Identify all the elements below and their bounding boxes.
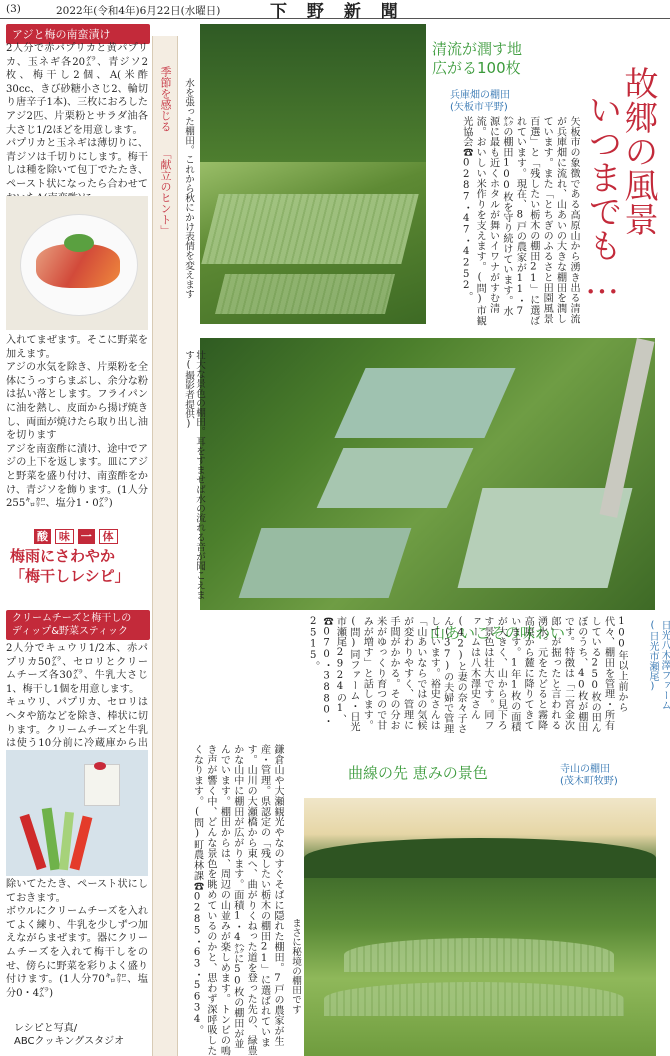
- recipe2-photo: [6, 750, 148, 876]
- terayama-photo: [304, 798, 656, 1056]
- badge-char: 味: [55, 529, 74, 544]
- paddy-terrace: [201, 194, 418, 264]
- recipe1-steps: [6, 334, 148, 511]
- recipe2-title: [6, 610, 150, 640]
- series-label: [157, 66, 173, 236]
- hyogobata-caption: 水を張った棚田。これから秋にかけ表情を変えます: [183, 78, 194, 299]
- series-sidebar: [152, 36, 178, 1056]
- headline-line1: 故郷の風景: [618, 66, 658, 236]
- feature-title-line1: 梅雨にさわやか: [10, 547, 116, 565]
- feature-badge: [34, 528, 118, 544]
- recipe1-photo: [6, 196, 148, 330]
- article3-city: (茂木町牧野): [560, 776, 618, 787]
- recipe1-title: アジと梅の南蛮漬け: [6, 24, 150, 44]
- recipe1-step2: 入れてまぜます。そこに野菜を加えます。: [6, 335, 148, 360]
- forest-background: [200, 24, 426, 162]
- article2-place: 日光八木澤ファーム: [659, 620, 670, 710]
- badge-char: 酸: [34, 529, 51, 544]
- article1-city: (矢板市平野): [450, 102, 508, 113]
- recipe2-steps: [6, 878, 148, 1000]
- credit-line2: ABCクッキングスタジオ: [14, 1036, 125, 1047]
- yagisawa-caption: 壮大な景色の棚田。耳をすませば水の流れる音が聞こえます(撮影者提供): [183, 350, 205, 600]
- article2-title: 山あいこその味わい: [430, 624, 566, 642]
- shiso-garnish: [64, 234, 94, 252]
- article1-title-line2: 広がる100枚: [432, 59, 521, 77]
- flooded-paddy: [317, 448, 474, 508]
- badge-char: 一: [78, 529, 95, 544]
- recipe1-step3: アジの水気を除き、片栗粉を全体にうっすらまぶし、余分な粉は払い落とします。フライパンに油を熱し、皮面から揚げ焼きし、両面が焼けたら取り出し油を切ります: [6, 362, 148, 442]
- article1-place: 兵庫畑の棚田: [450, 90, 510, 101]
- issue-date: 2022年(令和4年)6月22日(水曜日): [56, 5, 221, 17]
- recipe1-step1: パプリカと玉ネギは薄切りに、青ジソは千切りにします。梅干しは種を除いて包丁でたたき、ペースト状になったら合わせて: [6, 138, 148, 190]
- badge-char: 体: [99, 529, 118, 544]
- article2-location: [646, 620, 670, 710]
- curved-terrace: [344, 938, 614, 972]
- flooded-paddy: [334, 368, 515, 438]
- credit-line1: レシピと写真/: [14, 1023, 78, 1034]
- recipe1-step4: アジを南蛮酢に漬け、途中でアジの上下を返します。皿にアジと野菜を盛り付け、南蛮酢をかけ、青ジソを飾ります。(1人分255㌔㌍、塩分1・0㌘): [6, 443, 148, 510]
- recipe1-intro: [6, 42, 148, 205]
- series-label-line2: 「献立のヒント」: [159, 148, 172, 236]
- masthead: [0, 0, 670, 22]
- article3-body: 鎌倉山や大瀬観光やなのすぐそばに隠れた棚田。7戸の農家が生産・管理。県認定の「残したい栃木の棚田21」に選ばれています。山川の大瀬橋から東へ、曲がりくねった道を登った先の、緑豊かな山中に棚田が広がります。面積1・4㌶に50枚の棚田が並んでいます。棚田からは、周辺の山並みが楽しめます。トンビの鳴き声が響く中、どんな景色を眺めているのかと、思わず深呼吸したくなります。(問)町農林課☎0285・63・5634。: [191, 744, 283, 1056]
- feature-title-line2: 「梅干しレシピ」: [10, 567, 130, 585]
- recipe2-title-line1: クリームチーズと梅干しの: [12, 613, 132, 624]
- yagisawa-photo: [200, 338, 655, 610]
- hyogobata-photo: [200, 24, 426, 324]
- article3-place: 寺山の棚田: [560, 764, 610, 775]
- dip-bowl: [84, 764, 120, 806]
- recipe2-title-line2: ディップ&野菜スティック: [12, 626, 128, 637]
- newspaper-name: 下 野 新 聞: [270, 2, 405, 22]
- flooded-paddy: [239, 528, 412, 598]
- recipe2-intro: [6, 642, 148, 764]
- terayama-caption: まさに秘境の棚田です: [290, 918, 301, 1014]
- recipe1-intro-text: 2人分で赤パプリカと黄パプリカ、玉ネギ各20㌘、青ジソ2枚、梅干し2個、A(米酢30cc、きび砂糖小さじ2、輪切り唐辛子1本)、三枚におろしたアジ2匹、片栗粉とサラダ油各大さじ1/2ほどを用意します。: [6, 43, 148, 136]
- article2-body: 100年以上前から代々、棚田を管理・所有している250枚の田んぼのうち、40枚が棚田です。特徴は「二宮金次郎」が掘ったと言われる湧水。元をたどると霧降高原から麓に降りてきています。1年1枚の面積が大きく、山から見下ろす景色は壮大です。同ファームは八木澤史さん(42)と妻の奈々子さん(37)の夫婦で管理しています。裕史さんは「山あいならではの気候が変わりやすく、管理に手間がかかる。その分お米がゆっくり育つので甘みが増す」と話します。(問)同ファーム・日光市瀬尾2924の1、☎070・3880・2515。: [307, 616, 627, 734]
- page-number: (3): [6, 3, 21, 15]
- article1-title-line1: 清流が潤す地: [432, 40, 523, 58]
- article3-location: [560, 764, 618, 788]
- recipe2-intro-text: 2人分でキュウリ1/2本、赤パプリカ50㌘、セロリとクリームチーズ各30㌘、牛乳大さじ1、梅干し1個を用意します。: [6, 643, 148, 695]
- pepper-stick: [70, 816, 93, 871]
- article1-title: [432, 40, 522, 78]
- tree-line: [304, 838, 656, 878]
- recipe2-step2: 除いてたたき、ペースト状にしておきます。: [6, 879, 148, 904]
- umeboshi: [94, 762, 106, 770]
- feature-title: [10, 546, 130, 586]
- article1-body: 矢板市の象徴である高原山から湧き出る清流が兵庫畑に流れ、山あいの大きな棚田を潤しています。また「とちぎのふるさと田園風景百選」と「残したい栃木の棚田21」に選ばれています。現在、8戸の農家が11・7㌶の棚田100枚を守り続けています。水源に最も近くホタルが舞いイワナがすむ清流。おいしい米作りを支えます。(問)市観光協会☎0287・47・4252。: [460, 116, 579, 326]
- recipe2-step3: ボウルにクリームチーズを入れてよく練り、牛乳を少しずつ加えながらまぜます。器にクリームチーズを入れて梅干しをのせ、傍らに野菜を彩りよく盛り付けます。(1人分70㌔㌍、塩分0・4㌘): [6, 906, 148, 999]
- article3-title: 曲線の先 恵みの景色: [348, 764, 488, 782]
- recipe-credit: [14, 1022, 124, 1048]
- curved-terrace: [324, 982, 624, 1016]
- recipe2-step1: キュウリ、パプリカ、セロリはヘタや筋などを除き、棒状に切ります。クリームチーズと牛乳は使う10分前に冷蔵庫から出: [6, 697, 148, 750]
- article1-location: [450, 90, 510, 114]
- headline-line2: いつまでも…: [582, 92, 622, 302]
- pepper-stick: [20, 814, 47, 870]
- paddy-terrace: [215, 274, 395, 314]
- series-label-line1: 季節を感じる: [159, 66, 172, 132]
- main-headline: [584, 66, 656, 302]
- article2-city: (日光市瀬尾): [647, 620, 658, 692]
